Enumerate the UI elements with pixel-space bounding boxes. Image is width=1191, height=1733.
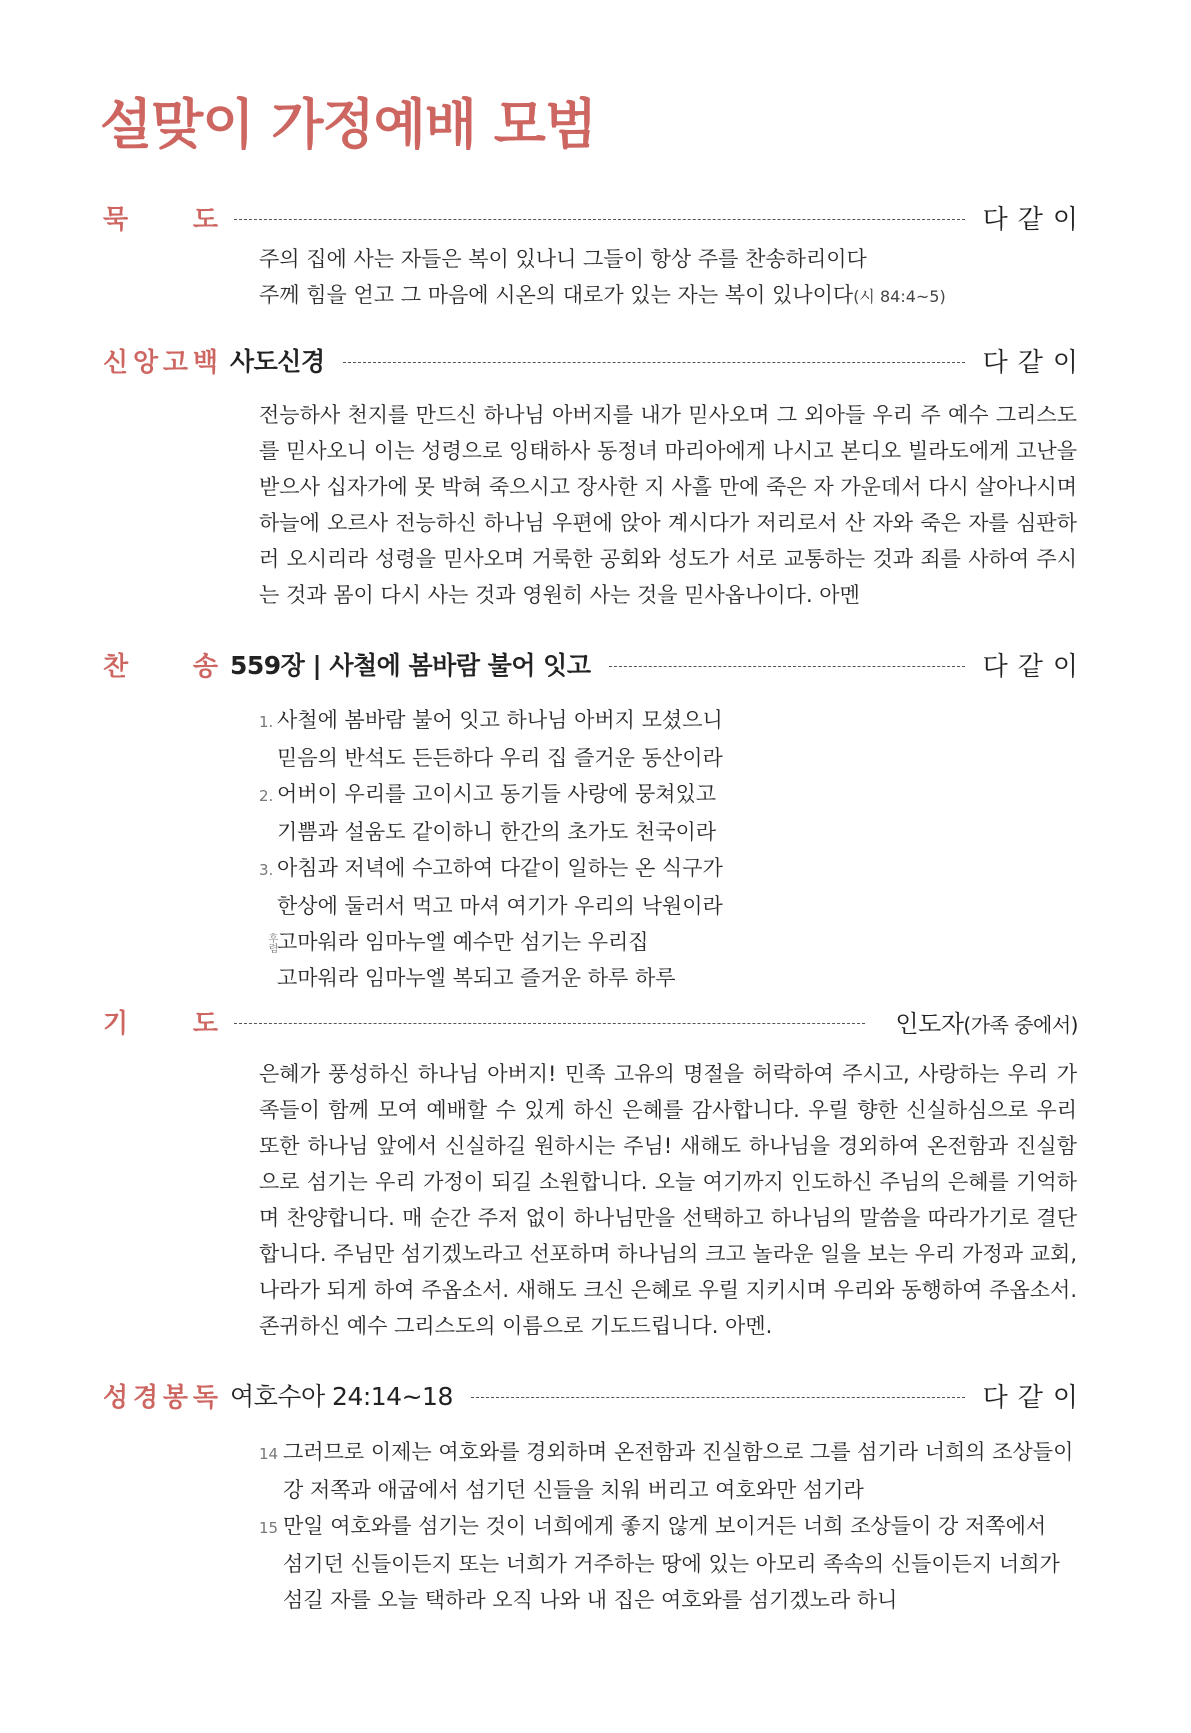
mukdo-line-text: 주께 힘을 얻고 그 마음에 시온의 대로가 있는 자는 복이 있나이다	[259, 283, 854, 307]
leader-line	[343, 362, 965, 363]
bible-verse-line	[259, 1508, 1079, 1546]
label-char: 신	[103, 347, 129, 378]
bible-verse-line	[259, 1434, 1079, 1472]
participant-label: 다같이	[982, 1382, 1088, 1413]
bible-verse-line: 강 저쪽과 애굽에서 섬기던 신들을 치워 버리고 여호와만 섬기라	[283, 1478, 864, 1502]
section-head-bible	[103, 1378, 1088, 1413]
verse-number: 2.	[259, 787, 274, 805]
lyric-text: 사철에 봄바람 불어 잇고 하나님 아버지 모셨으니	[277, 708, 723, 732]
verse-text: 만일 여호와를 섬기는 것이 너희에게 좋지 않게 보이거든 너희 조상들이 강 저쪽에서	[283, 1514, 1047, 1538]
leader-note: (가족 중에서)	[963, 1012, 1078, 1037]
verse-number: 3.	[259, 861, 274, 879]
mukdo-text	[259, 241, 1077, 315]
label-char: 기	[103, 1008, 129, 1039]
label-char: 독	[192, 1382, 218, 1413]
verse-text: 그러므로 이제는 여호와를 경외하며 온전함과 진실함으로 그를 섬기라 너희의 조상들이	[283, 1440, 1074, 1464]
mukdo-line: 주의 집에 사는 자들은 복이 있나니 그들이 항상 주를 찬송하리이다	[259, 247, 867, 271]
section-subtitle: 여호수아 24:14~18	[230, 1382, 453, 1411]
label-char: 도	[192, 204, 218, 235]
label-char: 고	[162, 347, 189, 378]
scripture-reference: (시 84:4~5)	[853, 287, 946, 306]
participant-label: 다같이	[982, 651, 1088, 682]
label-char: 찬	[103, 651, 129, 682]
hymn-verse-line: 기쁨과 설움도 같이하니 한간의 초가도 천국이라	[277, 820, 717, 844]
label-char: 묵	[103, 204, 129, 235]
page-title: 설맞이 가정예배 모범	[100, 92, 597, 156]
hymn-verse-line	[259, 776, 859, 814]
section-head-prayer	[103, 1004, 1078, 1038]
label-char: 성	[103, 1382, 129, 1413]
label-char: 송	[192, 651, 218, 682]
label-char: 앙	[132, 347, 159, 378]
section-head-creed	[103, 343, 1088, 378]
label-char: 경	[132, 1382, 159, 1413]
participant-label: 다같이	[982, 347, 1088, 378]
label-char: 도	[192, 1008, 218, 1039]
hymn-chorus-line: 고마워라 임마누엘 복되고 즐거운 하루 하루	[277, 966, 676, 990]
participant-label: 다같이	[982, 204, 1088, 235]
verse-number: 1.	[259, 713, 274, 731]
hymn-verse-line	[259, 850, 859, 888]
section-label-bible	[103, 1377, 230, 1414]
participant-label	[895, 1004, 1078, 1039]
hymn-verse-line	[259, 702, 859, 740]
chorus-mark: 후렴	[266, 933, 277, 953]
leader-line	[471, 1397, 965, 1398]
lyric-text: 아침과 저녁에 수고하여 다같이 일하는 온 식구가	[277, 856, 723, 880]
bible-verse-line: 섬기던 신들이든지 또는 너희가 거주하는 땅에 있는 아모리 족속의 신들이든지 너희가	[283, 1552, 1060, 1576]
section-label-prayer	[103, 1003, 230, 1040]
mukdo-line	[259, 277, 1077, 315]
label-char: 봉	[162, 1382, 189, 1413]
leader-line	[234, 219, 965, 220]
leader-line	[234, 1023, 865, 1024]
section-label-mukdo	[103, 199, 230, 236]
prayer-text: 은혜가 풍성하신 하나님 아버지! 민족 고유의 명절을 허락하여 주시고, 사랑하는 우리 가족들이 함께 모여 예배할 수 있게 하신 은혜를 감사합니다. 우릴 향한 신실하심으로 우리 또한 하나님 앞에서 신실하길 원하시는 주님! 새해도 하나님을 경외하여 온전함과 진실함으로 섬기는 우리 가정이 되길 소원합니다. 오늘 여기까지 인도하신 주님의 은혜를 기억하며 찬양합니다. 매 순간 주저 없이 하나님만을 선택하고 하나님의 말씀을 따라가기로 결단합니다. 주님만 섬기겠노라고 선포하며 하나님의 크고 놀라운 일을 보는 우리 가정과 교회, 나라가 되게 하여 주옵소서. 새해도 크신 은혜로 우릴 지키시며 우리와 동행하여 주옵소서. 존귀하신 예수 그리스도의 이름으로 기도드립니다. 아멘.	[259, 1062, 1077, 1338]
section-label-creed	[103, 342, 230, 379]
hymn-lyrics	[259, 702, 859, 996]
section-label-hymn	[103, 646, 230, 683]
label-char: 백	[192, 347, 218, 378]
hymn-chorus-line	[259, 924, 859, 960]
bible-passage	[259, 1434, 1079, 1618]
section-head-mukdo	[103, 200, 1088, 235]
section-head-hymn	[103, 647, 1088, 682]
hymn-verse-line: 한상에 둘러서 먹고 마셔 여기가 우리의 낙원이라	[277, 894, 723, 918]
lyric-text: 어버이 우리를 고이시고 동기들 사랑에 뭉쳐있고	[277, 782, 717, 806]
hymn-verse-line: 믿음의 반석도 든든하다 우리 집 즐거운 동산이라	[277, 746, 723, 770]
verse-number: 15	[259, 1519, 279, 1537]
creed-text: 전능하사 천지를 만드신 하나님 아버지를 내가 믿사오며 그 외아들 우리 주 예수 그리스도를 믿사오니 이는 성령으로 잉태하사 동정녀 마리아에게 나시고 본디오 빌라도에게 고난을 받으사 십자가에 못 박혀 죽으시고 장사한 지 사흘 만에 죽은 자 가운데서 다시 살아나시며 하늘에 오르사 전능하신 하나님 우편에 앉아 계시다가 저리로서 산 자와 죽은 자를 심판하러 오시리라 성령을 믿사오며 거룩한 공회와 성도가 서로 교통하는 것과 죄를 사하여 주시는 것과 몸이 다시 사는 것과 영원히 사는 것을 믿사옵나이다. 아멘	[259, 403, 1077, 607]
section-subtitle: 559장 | 사철에 봄바람 불어 잇고	[230, 651, 591, 680]
lyric-text: 고마워라 임마누엘 예수만 섬기는 우리집	[277, 930, 649, 954]
section-subtitle: 사도신경	[230, 347, 325, 376]
leader-line	[609, 666, 965, 667]
verse-number: 14	[259, 1445, 279, 1463]
bible-verse-line: 섬길 자를 오늘 택하라 오직 나와 내 집은 여호와를 섬기겠노라 하니	[283, 1588, 898, 1612]
leader-role: 인도자	[895, 1009, 964, 1038]
